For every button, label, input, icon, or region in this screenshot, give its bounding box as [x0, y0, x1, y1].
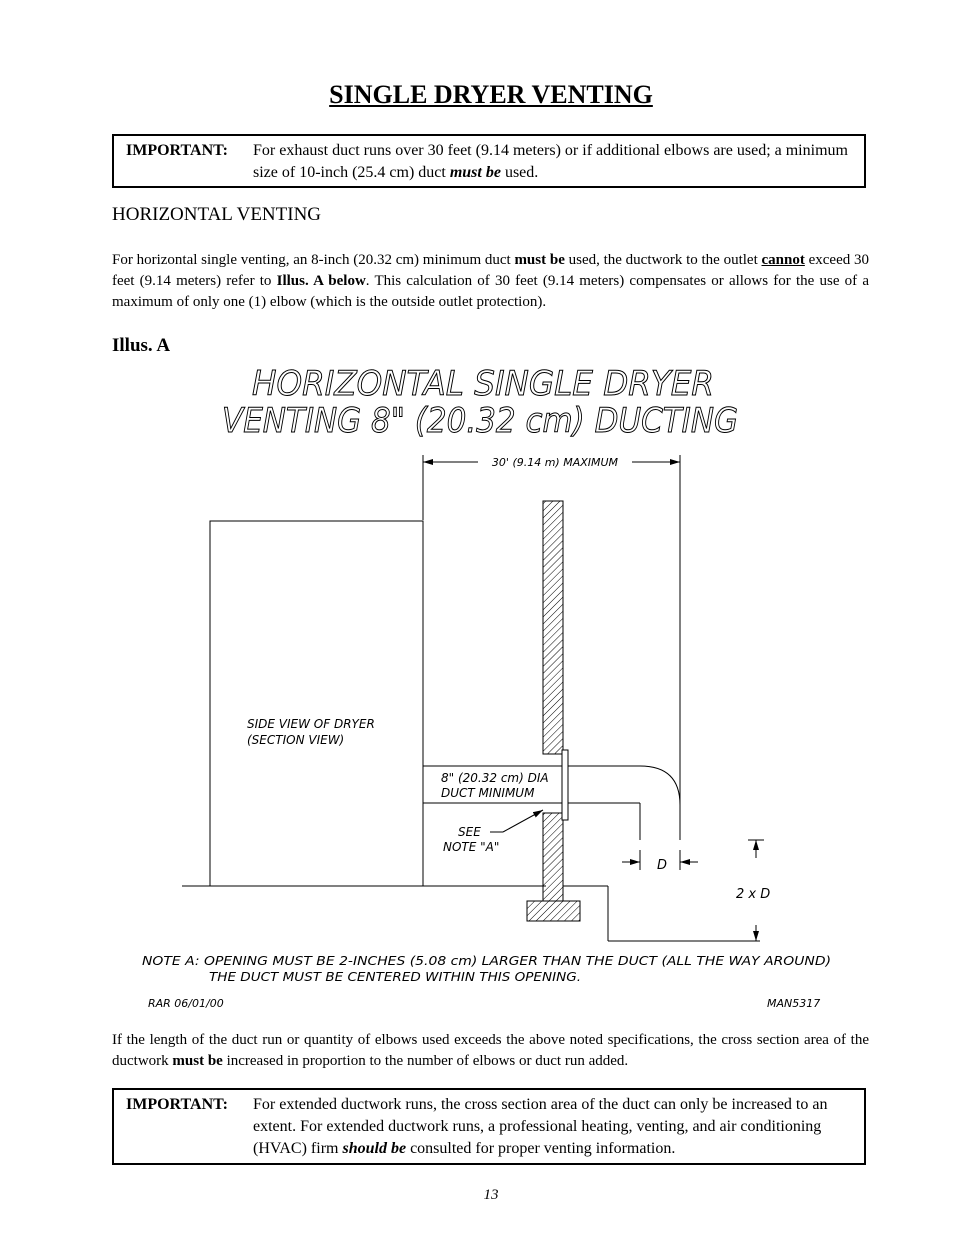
important-box-extended: [112, 1088, 866, 1165]
drawing-ref-left: RAR 06/01/00: [148, 997, 224, 1010]
important-text: For extended ductwork runs, the cross section area of the duct can only be increased to an extent. For extended ductwork runs, a professional heating, venting, and air conditioning (HVAC) firm should be consulted for proper venting information.: [253, 1096, 828, 1157]
dryer-label-line2: (SECTION VIEW): [247, 733, 345, 747]
two-d-dimension: [608, 840, 770, 941]
duct-label-line1: 8" (20.32 cm) DIA: [441, 771, 549, 785]
diagram-title-line1: HORIZONTAL SINGLE DRYER: [252, 364, 714, 404]
wall-section: [527, 501, 580, 921]
dryer-outline: [210, 521, 423, 886]
note-a-line2: THE DUCT MUST BE CENTERED WITHIN THIS OPENING.: [209, 970, 581, 984]
important-label: IMPORTANT:: [126, 142, 228, 159]
important-label: IMPORTANT:: [126, 1096, 228, 1113]
dryer-label-line1: SIDE VIEW OF DRYER: [247, 717, 375, 731]
see-note-line2: NOTE "A": [443, 840, 500, 854]
horizontal-venting-paragraph: For horizontal single venting, an 8-inch (20.32 cm) minimum duct must be used, the ductwork to the outlet cannot exceed 30 feet (9.14 meters) refer to Illus. A below. This calculation of 30 feet (9.14 meters) compensates or allows for the use of a maximum of only one (1) elbow (which is the outside outlet protection).: [112, 252, 870, 310]
max-length-label: 30' (9.14 m) MAXIMUM: [491, 456, 619, 469]
extension-paragraph: If the length of the duct run or quantity of elbows used exceeds the above noted specifications, the cross section area of the ductwork must be increased in proportion to the number of elbows or duct run added.: [112, 1032, 869, 1069]
see-note-leader: [443, 810, 543, 854]
two-d-label: 2 x D: [736, 887, 771, 902]
page-title: SINGLE DRYER VENTING: [329, 80, 653, 109]
illustration-label: Illus. A: [112, 335, 171, 356]
drawing-ref-right: MAN5317: [767, 997, 821, 1010]
d-dimension: [622, 850, 698, 873]
d-label: D: [657, 858, 668, 873]
note-a-line1: NOTE A: OPENING MUST BE 2-INCHES (5.08 cm) LARGER THAN THE DUCT (ALL THE WAY AROUND): [142, 954, 831, 968]
diagram-title-line2: VENTING 8" (20.32 cm) DUCTING: [222, 401, 738, 441]
section-heading: HORIZONTAL VENTING: [112, 204, 322, 225]
duct-label-line2: DUCT MINIMUM: [441, 786, 535, 800]
page-number: 13: [483, 1187, 499, 1203]
important-text: For exhaust duct runs over 30 feet (9.14 meters) or if additional elbows are used; a minimum size of 10-inch (25.4 cm) duct must be used.: [253, 142, 848, 181]
see-note-line1: SEE: [458, 825, 481, 839]
